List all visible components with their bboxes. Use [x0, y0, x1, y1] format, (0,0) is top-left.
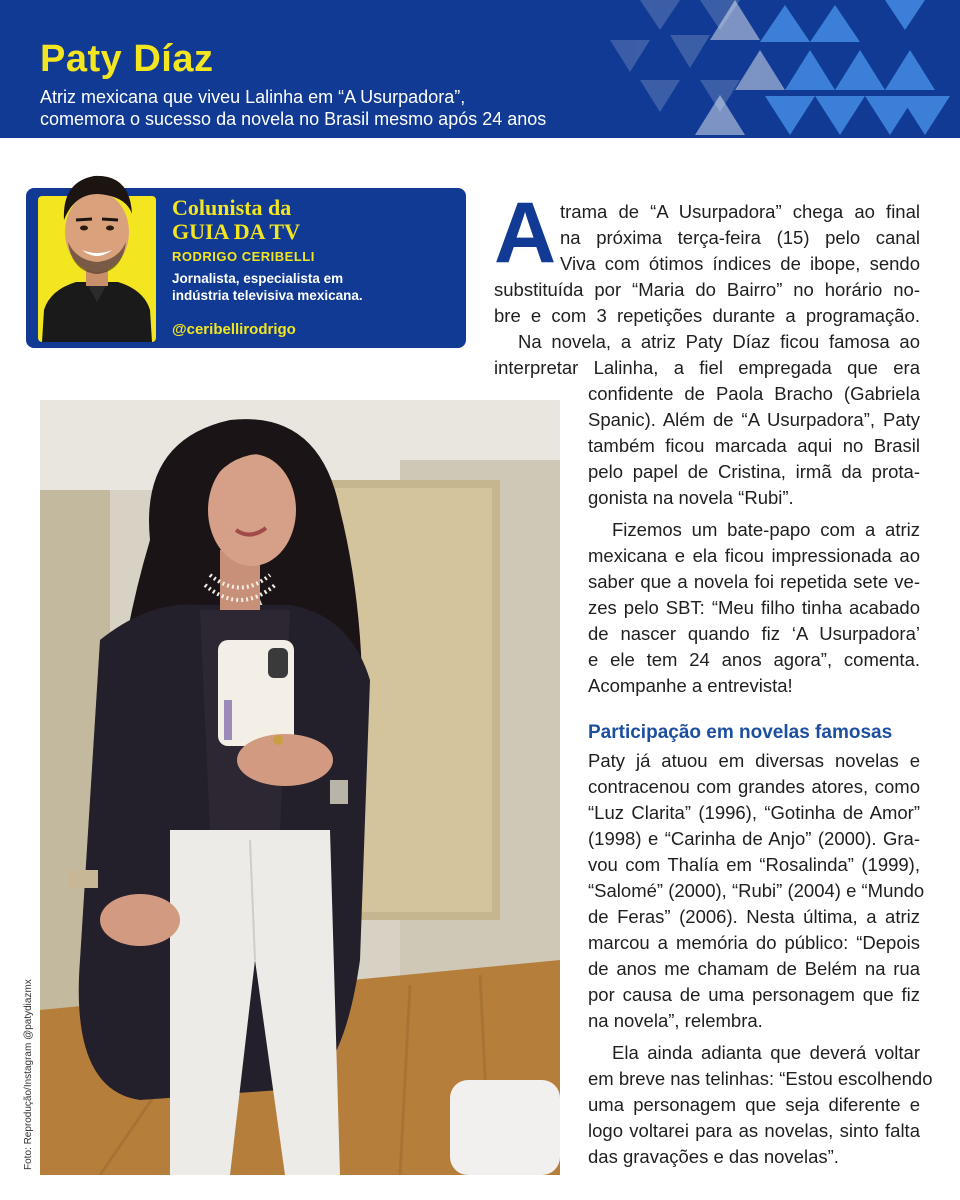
actress-mirror-selfie-image: [40, 400, 560, 1175]
columnist-heading-line: Colunista da: [172, 195, 292, 220]
text-line: por causa de uma personagem que fiz: [588, 984, 920, 1005]
text-line: uma personagem que seja diferente e: [588, 1094, 920, 1115]
text-line: Spanic). Além de “A Usurpadora”, Paty: [588, 409, 920, 430]
text-line: também ficou marcada aqui no Brasil: [588, 435, 920, 456]
columnist-avatar: [38, 162, 156, 342]
columnist-heading-line: GUIA DA TV: [172, 219, 300, 244]
columnist-heading: [172, 196, 300, 244]
text-line: confidente de Paola Bracho (Gabriela: [588, 383, 920, 404]
text-line: “Luz Clarita” (1996), “Gotinha de Amor”: [588, 802, 920, 823]
columnist-social-handle[interactable]: @ceribellirodrigo: [172, 321, 296, 338]
text-line: na novela”, relembra.: [588, 1010, 763, 1031]
paragraph-body-2: [588, 748, 933, 1170]
text-line: e ele tem 24 anos agora”, comenta.: [588, 649, 920, 670]
paragraph-body: [588, 381, 920, 699]
text-line: vou com Thalía em “Rosalinda” (1999),: [588, 854, 920, 875]
photo-credit: Foto: Reprodução/Instagram @patydiazmx: [23, 979, 34, 1170]
columnist-description-line: indústria televisiva mexicana.: [172, 288, 363, 303]
section-subheading: Participação em novelas famosas: [588, 722, 893, 743]
text-line: em breve nas telinhas: “Estou escolhendo: [588, 1068, 933, 1089]
text-line: Fizemos um bate-papo com a atriz: [612, 519, 920, 540]
header-band: [0, 0, 960, 138]
columnist-description-line: Jornalista, especialista em: [172, 271, 344, 286]
text-line: mexicana e ela ficou impressionada ao: [588, 545, 920, 566]
text-line: gonista na novela “Rubi”.: [588, 487, 794, 508]
text-line: de anos me chamam de Belém na rua: [588, 958, 920, 979]
columnist-description: [172, 270, 457, 304]
text-line: interpretar Lalinha, a fiel empregada que era: [494, 357, 920, 378]
text-line: de nascer quando fiz ‘A Usurpadora’: [588, 623, 920, 644]
text-line: Paty já atuou em diversas novelas e: [588, 750, 920, 771]
text-line: Na novela, a atriz Paty Díaz ficou famosa ao: [518, 331, 920, 352]
article-photo: [40, 400, 560, 1175]
text-line: (1998) e “Carinha de Anjo” (2000). Gra-: [588, 828, 920, 849]
text-line: marcou a memória do público: “Depois: [588, 932, 920, 953]
page-title: Paty Díaz: [40, 38, 214, 80]
text-line: saber que a novela foi repetida sete ve-: [588, 571, 920, 592]
text-line: Ela ainda adianta que deverá voltar: [612, 1042, 920, 1063]
text-line: Viva com ótimos índices de ibope, sendo: [560, 253, 920, 274]
text-line: bre e com 3 repetições durante a programação.: [494, 305, 920, 326]
columnist-name: RODRIGO CERIBELLI: [172, 249, 315, 264]
subtitle-line: comemora o sucesso da novela no Brasil mesmo após 24 anos: [40, 109, 547, 129]
text-line: na próxima terça-feira (15) pelo canal: [560, 227, 920, 248]
page-subtitle: [40, 86, 546, 130]
intro-paragraph-start: [560, 199, 920, 277]
text-line: contracenou com grandes atores, como: [588, 776, 920, 797]
text-line: “Salomé” (2000), “Rubi” (2004) e “Mundo: [588, 880, 925, 901]
text-line: pelo papel de Cristina, irmã da prota-: [588, 461, 920, 482]
columnist-portrait: [38, 162, 156, 342]
text-line: de Feras” (2006). Nesta última, a atriz: [588, 906, 920, 927]
text-line: zes pelo SBT: “Meu filho tinha acabado: [588, 597, 920, 618]
subtitle-line: Atriz mexicana que viveu Lalinha em “A Usurpadora”,: [40, 87, 466, 107]
text-line: trama de “A Usurpadora” chega ao final: [560, 201, 920, 222]
text-line: Acompanhe a entrevista!: [588, 675, 793, 696]
triangle-pattern-decoration: [600, 0, 960, 138]
text-line: das gravações e das novelas”.: [588, 1146, 839, 1167]
intro-paragraph-end: [494, 277, 920, 381]
text-line: substituída por “Maria do Bairro” no horário no-: [494, 279, 920, 300]
text-line: logo voltarei para as novelas, sinto falta: [588, 1120, 920, 1141]
drop-cap: A: [494, 185, 557, 281]
